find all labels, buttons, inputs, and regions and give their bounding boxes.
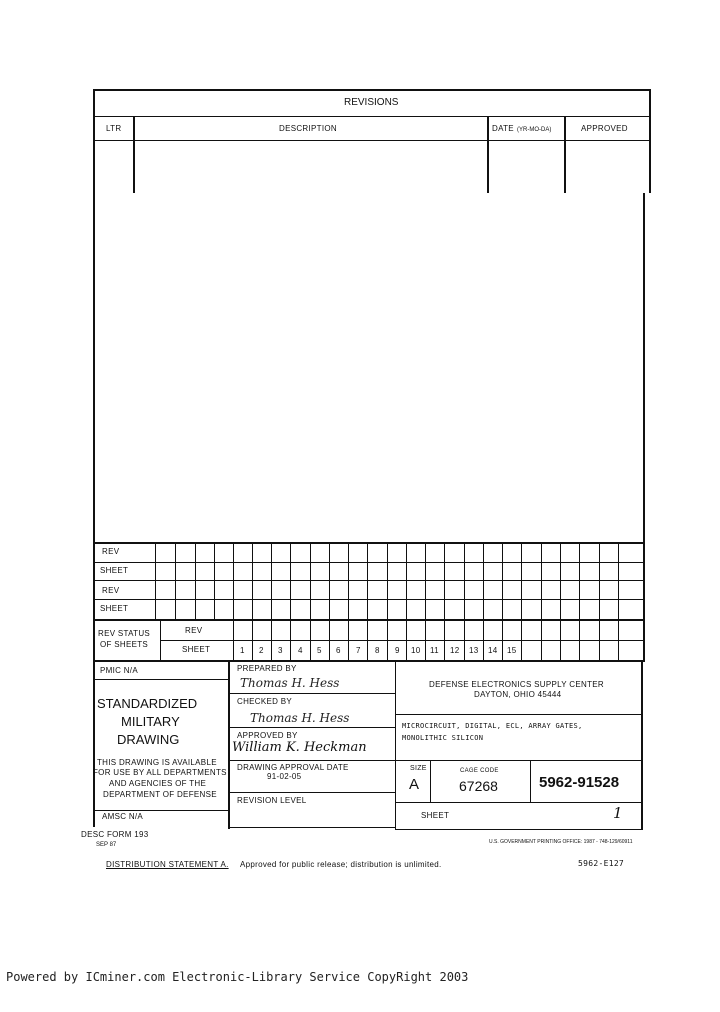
- sheet-number: 8: [375, 646, 380, 655]
- sheet-number: 2: [259, 646, 264, 655]
- revisions-title: REVISIONS: [344, 97, 399, 108]
- rev-row-label-2: REV: [102, 586, 120, 595]
- sheet-number: 5: [317, 646, 322, 655]
- approved-by-label: APPROVED BY: [237, 731, 298, 740]
- sheet-label: SHEET: [421, 811, 450, 820]
- gpo-line: U.S. GOVERNMENT PRINTING OFFICE: 1987 - 748-129/60911: [489, 839, 633, 845]
- sheet-row-label-2: SHEET: [100, 604, 129, 613]
- sheet-number: 7: [356, 646, 361, 655]
- distribution-statement-text: Approved for public release; distribution is unlimited.: [240, 860, 442, 869]
- checked-by-label: CHECKED BY: [237, 697, 293, 706]
- approval-date-label: DRAWING APPROVAL DATE: [237, 763, 349, 772]
- drawing-number: 5962-91528: [539, 774, 620, 791]
- pmic-label: PMIC N/A: [100, 666, 138, 675]
- desc-form-label: DESC FORM 193: [81, 830, 149, 839]
- desc-form-date: SEP 87: [96, 842, 117, 848]
- sheet-number: 4: [298, 646, 303, 655]
- cage-code-label: CAGE CODE: [460, 768, 499, 774]
- distribution-statement-label: DISTRIBUTION STATEMENT A.: [106, 860, 229, 869]
- rev-status-label-2: OF SHEETS: [100, 640, 149, 649]
- revision-level-label: REVISION LEVEL: [237, 796, 307, 805]
- sheet-number: 1: [240, 646, 245, 655]
- col-date: DATE: [492, 124, 514, 133]
- sheet-number: 12: [450, 646, 460, 655]
- col-ltr: LTR: [106, 124, 122, 133]
- prepared-by-signature: Thomas H. Hess: [240, 676, 340, 690]
- availability-line-3: AND AGENCIES OF THE: [109, 779, 207, 788]
- powered-by-footer: Powered by ICminer.com Electronic-Library Service CopyRight 2003: [6, 970, 469, 984]
- approval-date-value: 91-02-05: [267, 772, 302, 781]
- availability-line-1: THIS DRAWING IS AVAILABLE: [97, 758, 217, 767]
- rev-status-rev-label: REV: [185, 626, 203, 635]
- availability-line-4: DEPARTMENT OF DEFENSE: [103, 790, 217, 799]
- sheet-number: 14: [488, 646, 498, 655]
- amsc-label: AMSC N/A: [102, 812, 144, 821]
- size-value: A: [409, 776, 420, 793]
- rev-row-label: REV: [102, 547, 120, 556]
- agency-location: DAYTON, OHIO 45444: [474, 690, 562, 699]
- col-approved: APPROVED: [581, 124, 628, 133]
- rev-status-sheet-label: SHEET: [182, 645, 211, 654]
- checked-by-signature: Thomas H. Hess: [250, 711, 350, 725]
- approved-by-signature: William K. Heckman: [232, 740, 367, 755]
- cage-code-value: 67268: [459, 778, 498, 794]
- sheet-number: 13: [469, 646, 479, 655]
- standardized-title-1: STANDARDIZED: [97, 696, 198, 711]
- sheet-number: 6: [336, 646, 341, 655]
- sheet-number: 3: [278, 646, 283, 655]
- availability-line-2: FOR USE BY ALL DEPARTMENTS: [93, 768, 227, 777]
- prepared-by-label: PREPARED BY: [237, 664, 297, 673]
- agency-name: DEFENSE ELECTRONICS SUPPLY CENTER: [429, 680, 604, 689]
- part-title-2: MONOLITHIC SILICON: [402, 734, 484, 742]
- rev-status-label-1: REV STATUS: [98, 629, 151, 638]
- standardized-title-3: DRAWING: [117, 732, 180, 747]
- sheet-number: 15: [507, 646, 517, 655]
- sheet-number: 11: [430, 646, 439, 655]
- standardized-title-2: MILITARY: [121, 714, 180, 729]
- sheet-value: 1: [613, 804, 623, 822]
- sheet-number: 9: [395, 646, 400, 655]
- document-code: 5962-E127: [578, 859, 625, 868]
- col-description: DESCRIPTION: [279, 124, 337, 133]
- sheet-row-label: SHEET: [100, 566, 129, 575]
- sheet-number: 10: [411, 646, 421, 655]
- part-title-1: MICROCIRCUIT, DIGITAL, ECL, ARRAY GATES,: [402, 722, 583, 730]
- size-label: SIZE: [410, 765, 427, 772]
- col-date-format: (YR-MO-DA): [517, 127, 552, 133]
